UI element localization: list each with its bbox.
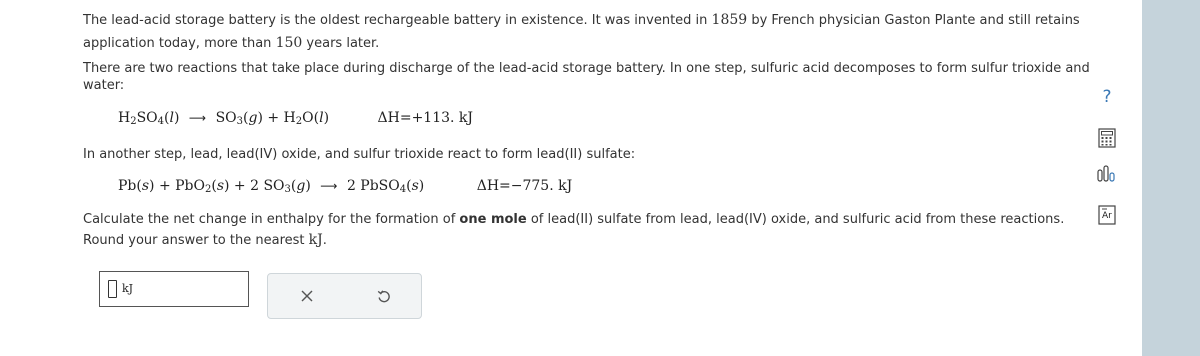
equation-1 xyxy=(118,110,473,126)
reaction-arrow-icon: ⟶ xyxy=(188,111,207,125)
reactions-intro xyxy=(83,60,1090,94)
question-text-part: of lead(II) sulfate from lead, lead(IV) oxide, and sulfuric acid from these reactions. xyxy=(526,212,1065,227)
eq2-product: 2 PbSO$_4$(s) xyxy=(346,178,425,195)
intro-text: by French physician Gaston Plante and still retains xyxy=(747,13,1080,28)
intro-text: application today, more than xyxy=(83,36,276,51)
eq1-reactant: $H_2SO_4(l)$ xyxy=(118,110,180,127)
undo-icon xyxy=(376,288,392,304)
answer-field[interactable] xyxy=(99,271,249,307)
reactions-intro-line-1: There are two reactions that take place during discharge of the lead-acid storage battery. In one step, sulfuric acid decomposes to form sulfur trioxide and xyxy=(83,61,1090,76)
bar-chart-icon[interactable] xyxy=(1096,163,1118,185)
question-line-2 xyxy=(83,230,1064,251)
second-step-text: In another step, lead, lead(IV) oxide, and sulfur trioxide react to form lead(II) sulfate: xyxy=(83,147,636,162)
question-text-part: Round your answer to the nearest xyxy=(83,233,309,248)
intro-line-1 xyxy=(83,9,1080,32)
close-icon xyxy=(300,289,314,303)
reactions-intro-line-2: water: xyxy=(83,78,125,93)
periodic-table-label: Ar xyxy=(1102,211,1112,221)
help-icon-glyph: ? xyxy=(1102,87,1112,107)
intro-text: The lead-acid storage battery is the oldest rechargeable battery in existence. It was invented in xyxy=(83,13,712,28)
calculator-icon[interactable] xyxy=(1096,127,1118,149)
intro-years: 150 xyxy=(275,35,303,51)
answer-unit-label: kJ xyxy=(122,282,134,295)
periodic-table-icon[interactable] xyxy=(1096,204,1118,226)
bar-chart-icon-svg xyxy=(1096,165,1118,183)
undo-button[interactable] xyxy=(345,274,422,318)
question-line-1 xyxy=(83,210,1064,230)
answer-tools xyxy=(267,273,422,319)
clear-button[interactable] xyxy=(268,274,345,318)
eq2-delta-h: ΔH=−775. kJ xyxy=(476,178,573,194)
equation-2 xyxy=(118,178,572,194)
question-unit: kJ xyxy=(308,232,323,248)
intro-year: 1859 xyxy=(711,12,748,28)
intro-text: years later. xyxy=(302,36,380,51)
question-text-part: Calculate the net change in enthalpy for the formation of xyxy=(83,212,460,227)
question-emphasis: one mole xyxy=(459,212,527,227)
eq1-products: $SO_3(g) + H_2O(l)$ xyxy=(215,110,330,127)
eq2-reactants: Pb(s) + PbO$_2$(s) + 2 $SO_3(g)$ xyxy=(118,178,311,195)
question-text xyxy=(83,210,1064,251)
answer-input-placeholder[interactable] xyxy=(108,280,117,298)
eq1-delta-h: ΔH=+113. kJ xyxy=(377,110,474,126)
help-icon[interactable] xyxy=(1096,86,1118,108)
calculator-icon-svg xyxy=(1098,128,1116,148)
reaction-arrow-icon: ⟶ xyxy=(320,179,338,193)
question-text-part: . xyxy=(322,233,327,248)
intro-paragraph xyxy=(83,9,1080,55)
intro-line-2 xyxy=(83,32,1080,55)
right-sidebar xyxy=(1142,0,1200,356)
